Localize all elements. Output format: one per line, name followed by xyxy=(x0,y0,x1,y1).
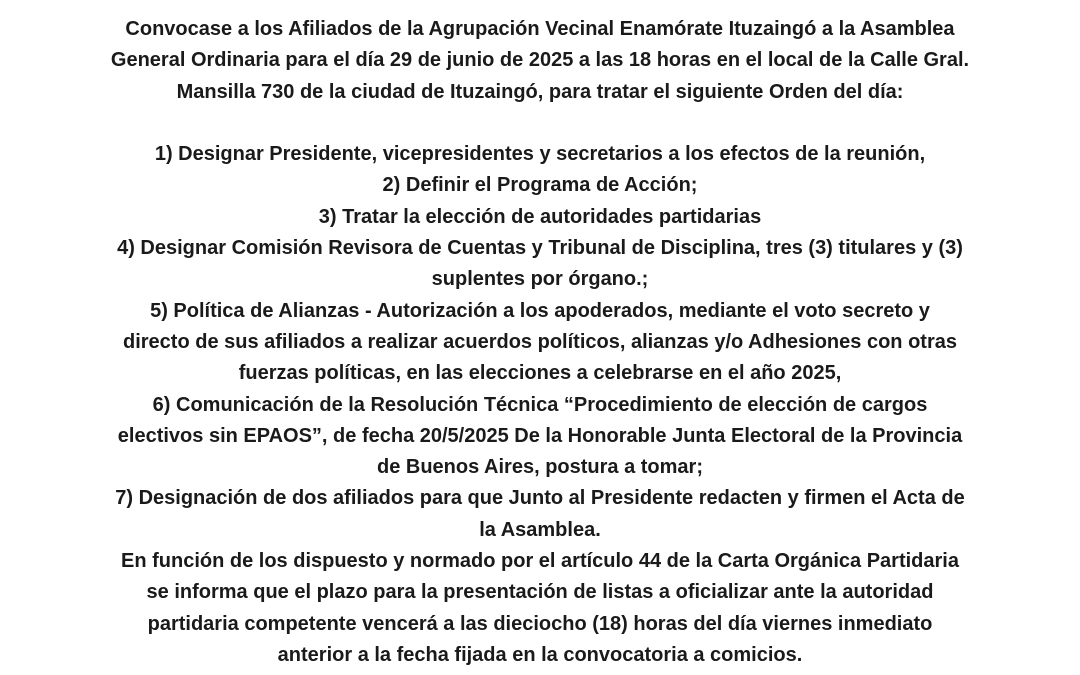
agenda-list xyxy=(20,139,1060,546)
closing-line: En función de los dispuesto y normado por el artículo 44 de la Carta Orgánica Partidaria xyxy=(121,550,959,573)
paragraph-spacer xyxy=(20,108,1060,139)
convocation-line: General Ordinaria para el día 29 de junio de 2025 a las 18 horas en el local de la Calle Gral. xyxy=(110,49,970,72)
closing-line: partidaria competente vencerá a las dieciocho (18) horas del día viernes inmediato xyxy=(147,612,933,635)
closing-line: anterior a la fecha fijada en la convocatoria a comicios. xyxy=(277,643,803,666)
agenda-item-1: 1) Designar Presidente, vicepresidentes y secretarios a los efectos de la reunión, xyxy=(154,143,926,166)
agenda-item-6: 6) Comunicación de la Resolución Técnica “Procedimiento de elección de cargos xyxy=(152,393,928,416)
agenda-item-7-cont: la Asamblea. xyxy=(479,518,601,541)
agenda-item-6-cont: de Buenos Aires, postura a tomar; xyxy=(377,456,703,479)
convocation-line: Convocase a los Afiliados de la Agrupación Vecinal Enamórate Ituzaingó a la Asamblea xyxy=(125,18,955,40)
agenda-item-4-cont: suplentes por órgano.; xyxy=(431,268,649,291)
agenda-item-4: 4) Designar Comisión Revisora de Cuentas y Tribunal de Disciplina, tres (3) titulares y (3) xyxy=(117,237,963,260)
agenda-item-6-cont: electivos sin EPAOS”, de fecha 20/5/2025 De la Honorable Junta Electoral de la Provincia xyxy=(117,424,963,447)
agenda-item-2: 2) Definir el Programa de Acción; xyxy=(382,174,698,197)
agenda-item-5: 5) Política de Alianzas - Autorización a los apoderados, mediante el voto secreto y xyxy=(150,299,930,322)
agenda-item-5-cont: fuerzas políticas, en las elecciones a celebrarse en el año 2025, xyxy=(238,362,842,385)
agenda-item-5-cont: directo de sus afiliados a realizar acuerdos políticos, alianzas y/o Adhesiones con otras xyxy=(123,330,957,353)
convocation-paragraph xyxy=(20,14,1060,108)
closing-line: se informa que el plazo para la presentación de listas a oficializar ante la autoridad xyxy=(146,581,934,604)
agenda-item-3: 3) Tratar la elección de autoridades partidarias xyxy=(318,205,762,228)
closing-paragraph xyxy=(20,546,1060,671)
agenda-item-7: 7) Designación de dos afiliados para que Junto al Presidente redacten y firmen el Acta de xyxy=(115,487,965,510)
convocation-line: Mansilla 730 de la ciudad de Ituzaingó, para tratar el siguiente Orden del día: xyxy=(176,80,904,103)
